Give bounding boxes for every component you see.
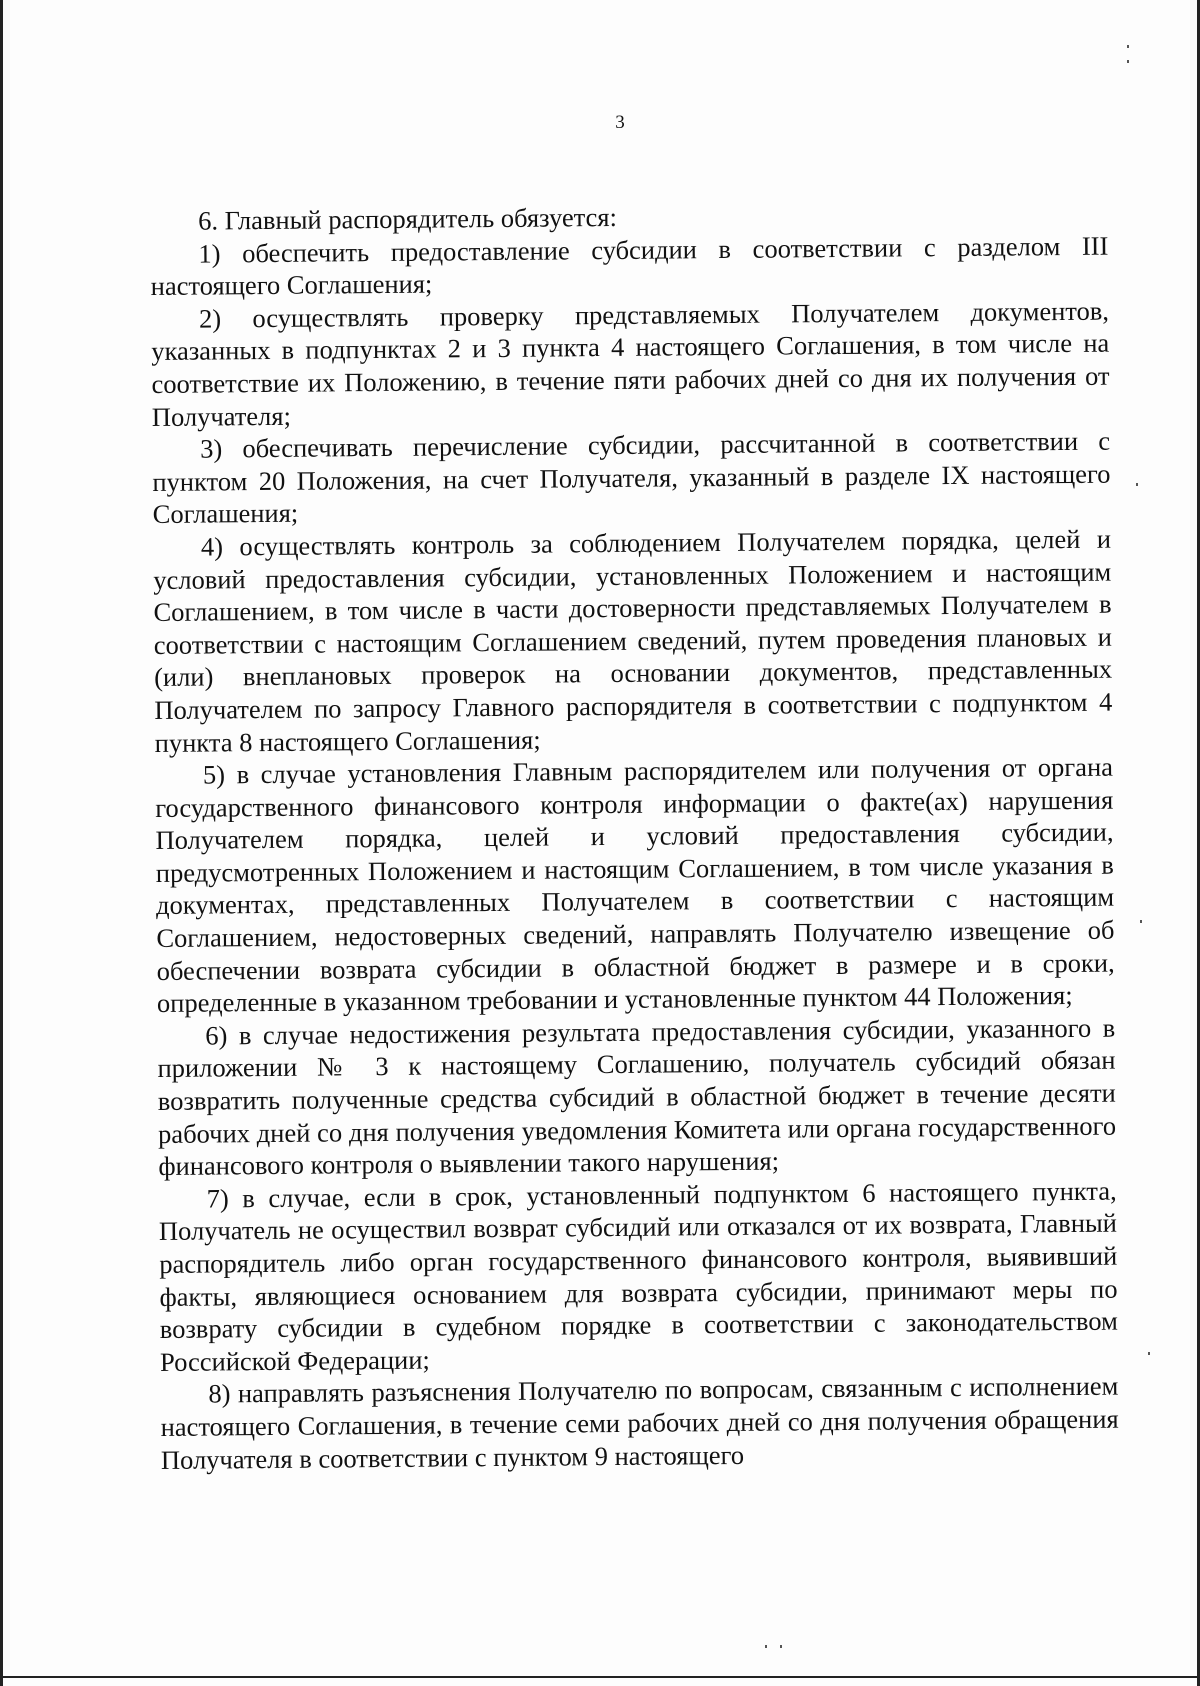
clause-4: 4) осуществлять контроль за соблюдением Получателем порядка, целей и условий предоставления субсидии, установленных Положением и настоящим Соглашением, в том числе в части достоверности представляемых Получателем в соответствии с настоящим Соглашением сведений, путем проведения плановых и (или) внеплановых проверок на основании документов, представленных Получателем по запросу Главного распорядителя в соответствии с подпунктом 4 пункта 8 настоящего Соглашения;: [153, 523, 1113, 758]
scan-speck: [1127, 60, 1129, 63]
scan-speck: [1136, 483, 1138, 486]
clause-2: 2) осуществлять проверку представляемых Получателем документов, указанных в подпунктах 2 и 3 пункта 4 настоящего Соглашения, в том числе на соответствие их Положению, в течение пяти рабочих дней со дня их получения от Получателя;: [151, 295, 1110, 432]
scan-speck: [780, 1645, 782, 1648]
clause-6: 6) в случае недостижения результата предоставления субсидии, указанного в приложении № 3 к настоящему Соглашению, получатель субсидий обязан возвратить полученные средства субсидий в областной бюджет в течение десяти рабочих дней со дня получения уведомления Комитета или органа государственного финансового контроля о выявлении такого нарушения;: [157, 1012, 1117, 1182]
clause-7: 7) в случае, если в срок, установленный подпунктом 6 настоящего пункта, Получатель не осуществил возврат субсидий или отказался от их возврата, Главный распорядитель либо орган государственного финансового контроля, выявивший факты, являющиеся основанием для возврата субсидии, принимают меры по возврату субсидии в судебном порядке в соответствии с законодательством Российской Федерации;: [158, 1175, 1118, 1377]
scan-speck: [1140, 920, 1142, 923]
section-heading: 6. Главный распорядитель обязуется:: [198, 201, 618, 236]
scan-border-bottom: [0, 1676, 1200, 1678]
scan-speck: [1127, 45, 1129, 48]
scan-speck: [765, 1645, 767, 1648]
scan-border-left: [0, 0, 3, 1686]
clause-3: 3) обеспечивать перечисление субсидии, рассчитанной в соответствии с пунктом 20 Положения, на счет Получателя, указанный в разделе IX настоящего Соглашения;: [152, 425, 1111, 530]
clause-1: 1) обеспечить предоставление субсидии в соответствии с разделом III настоящего Соглашения;: [150, 230, 1109, 302]
clause-8: 8) направлять разъяснения Получателю по вопросам, связанным с исполнением настоящего Соглашения, в течение семи рабочих дней со дня получения обращения Получателя в соответствии с пунктом 9 настоящего: [160, 1370, 1119, 1475]
page-number: 3: [615, 112, 625, 133]
clause-5: 5) в случае установления Главным распорядителем или получения от органа государственного финансового контроля информации о факте(ах) нарушения Получателем порядка, целей и условий предоставления субсидии, предусмотренных Положением и настоящим Соглашением, в том числе указания в документах, представленных Получателем в соответствии с настоящим Соглашением, недостоверных сведений, направлять Получателю извещение об обеспечении возврата субсидии в областной бюджет в размере и в сроки, определенные в указанном требовании и установленные пунктом 44 Положения;: [155, 751, 1115, 1019]
document-body: [150, 197, 1119, 1476]
scan-speck: [1148, 1352, 1150, 1355]
